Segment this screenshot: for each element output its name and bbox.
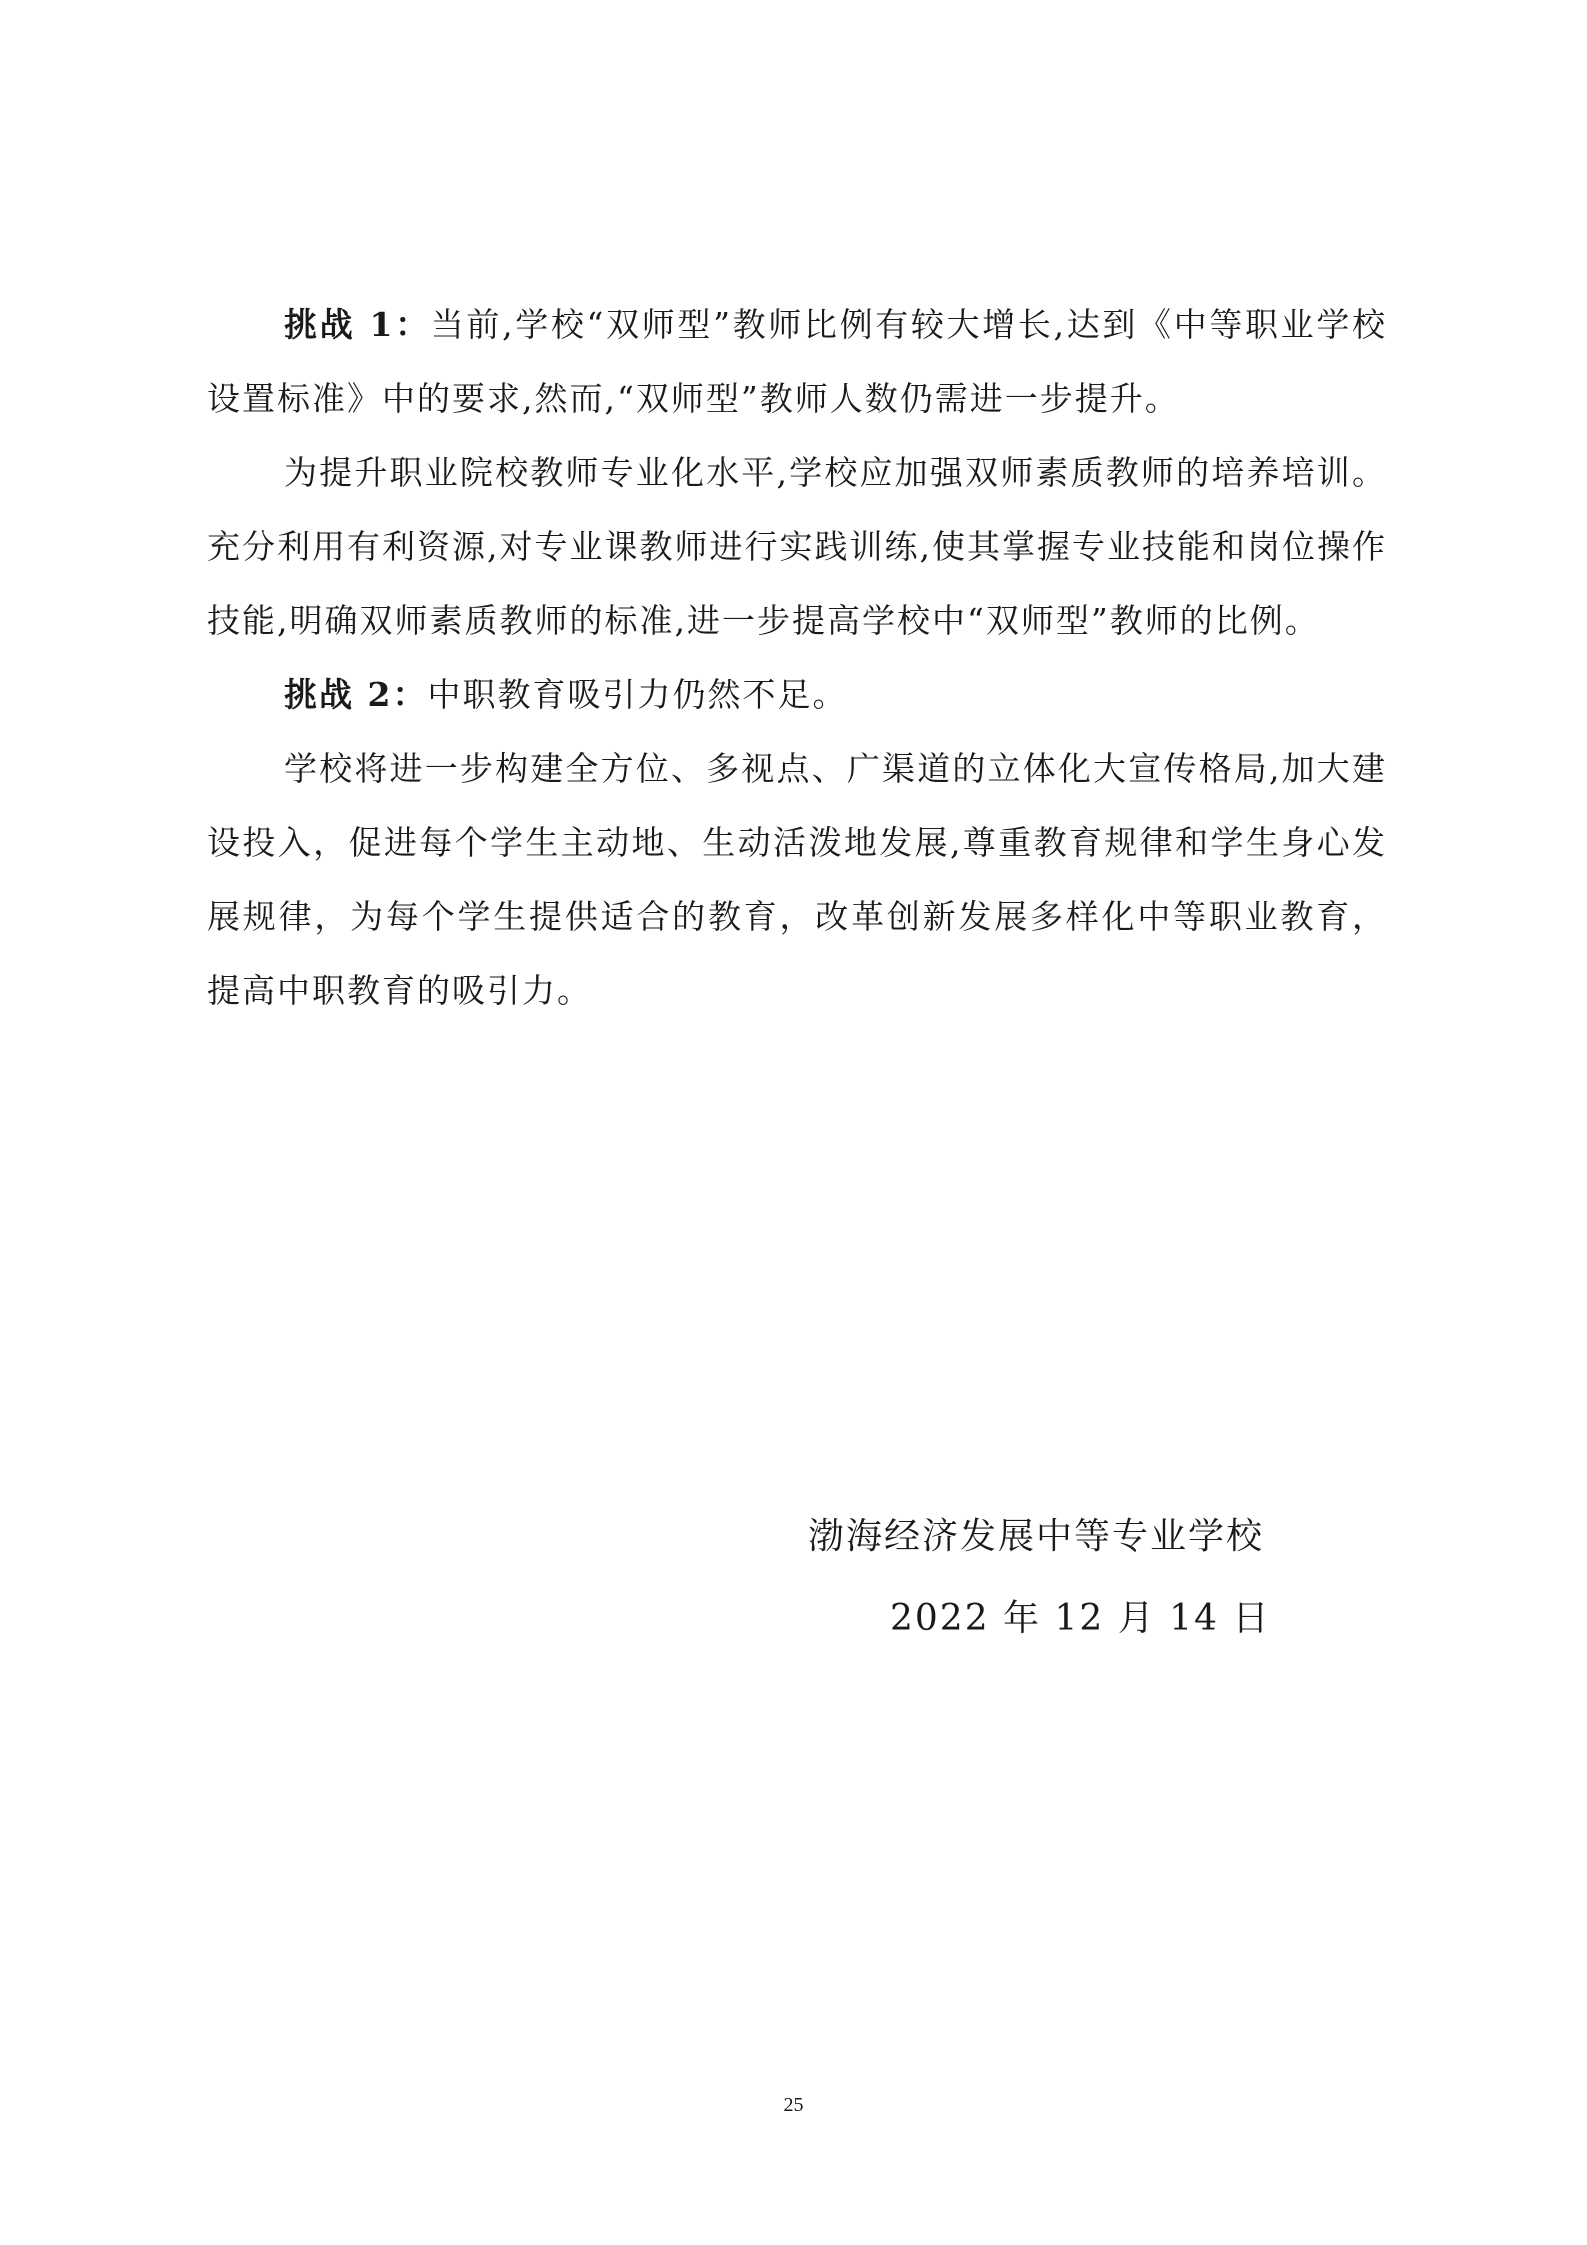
teacher-training-text: 为提升职业院校教师专业化水平,学校应加强双师素质教师的培养培训。充分利用有利资源,对专业课教师进行实践训练,使其掌握专业技能和岗位操作技能,明确双师素质教师的标准,进一步提高学校中“双师型”教师的比例。 — [207, 453, 1387, 640]
paragraph-challenge-1 — [207, 288, 1387, 436]
challenge-2-heading: 挑战 2： — [284, 675, 428, 714]
page-number: 25 — [783, 2094, 804, 2116]
paragraph-teacher-training — [207, 436, 1387, 658]
paragraph-publicity-plan — [207, 732, 1387, 1028]
challenge-1-heading: 挑战 1： — [284, 305, 431, 344]
body-text — [207, 288, 1387, 1028]
signature-date: 2022 年 12 月 14 日 — [890, 1598, 1271, 1639]
challenge-2-text: 中职教育吸引力仍然不足。 — [427, 675, 848, 714]
paragraph-challenge-2 — [207, 658, 1387, 732]
publicity-plan-text: 学校将进一步构建全方位、多视点、广渠道的立体化大宣传格局,加大建设投入，促进每个学生主动地、生动活泼地发展,尊重教育规律和学生身心发展规律，为每个学生提供适合的教育，改革创新发展多样化中等职业教育，提高中职教育的吸引力。 — [207, 749, 1387, 1010]
signature-organization: 渤海经济发展中等专业学校 — [808, 1516, 1265, 1557]
challenge-1-text: 当前,学校“双师型”教师比例有较大增长,达到《中等职业学校设置标准》中的要求,然而,“双师型”教师人数仍需进一步提升。 — [207, 305, 1387, 418]
